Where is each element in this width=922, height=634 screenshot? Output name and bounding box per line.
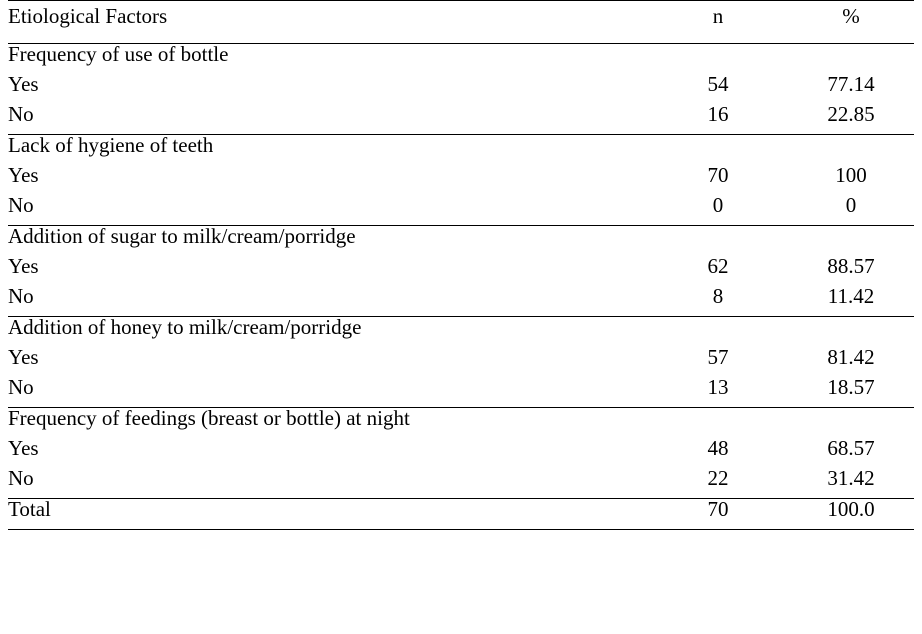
table-row	[8, 195, 914, 226]
table-row	[8, 468, 914, 499]
row-n: 54	[707, 72, 729, 96]
row-label: Yes	[8, 254, 39, 278]
table-total-row	[8, 499, 914, 530]
table-group-heading-row	[8, 317, 914, 348]
row-percent: 68.57	[827, 436, 875, 460]
row-label: No	[8, 468, 648, 499]
etiological-factors-table	[8, 0, 914, 530]
table-header-row	[8, 1, 914, 44]
group-n	[648, 135, 788, 166]
table-row	[8, 256, 914, 286]
row-n: 0	[712, 193, 724, 217]
table-row	[8, 377, 914, 408]
row-percent: 100	[835, 163, 867, 187]
group-label: Addition of honey to milk/cream/porridge	[8, 317, 648, 348]
row-label: Yes	[8, 436, 39, 460]
row-percent: 88.57	[827, 254, 875, 278]
group-percent	[788, 135, 914, 166]
row-n: 57	[707, 345, 729, 369]
row-n: 13	[707, 375, 729, 399]
row-percent: 22.85	[827, 102, 875, 126]
table-row	[8, 104, 914, 135]
header-n: n	[648, 1, 788, 44]
row-percent: 31.42	[788, 468, 914, 499]
row-percent: 11.42	[827, 284, 875, 308]
row-percent: 18.57	[827, 375, 875, 399]
table-row	[8, 347, 914, 377]
row-label: Yes	[8, 72, 39, 96]
header-percent: %	[788, 1, 914, 44]
row-n: 48	[707, 436, 729, 460]
row-label: Yes	[8, 345, 39, 369]
group-label: Frequency of feedings (breast or bottle) at night	[8, 408, 648, 439]
group-label: Lack of hygiene of teeth	[8, 135, 648, 166]
row-n: 8	[712, 284, 724, 308]
table-row	[8, 165, 914, 195]
row-percent: 0	[845, 193, 857, 217]
table-group-heading-row	[8, 135, 914, 166]
row-n: 62	[707, 254, 729, 278]
group-percent	[788, 44, 914, 75]
row-n: 16	[707, 102, 729, 126]
header-factor: Etiological Factors	[8, 1, 648, 44]
row-percent: 81.42	[827, 345, 875, 369]
row-label: No	[8, 375, 34, 399]
group-label: Frequency of use of bottle	[8, 42, 229, 66]
group-percent	[788, 226, 914, 257]
table-row	[8, 74, 914, 104]
total-percent: 100.0	[788, 499, 914, 530]
row-label: Yes	[8, 163, 39, 187]
group-n	[648, 44, 788, 75]
row-label: No	[8, 193, 34, 217]
row-percent: 77.14	[827, 72, 875, 96]
total-label: Total	[8, 499, 648, 530]
row-n: 70	[707, 163, 729, 187]
group-percent	[788, 317, 914, 348]
table-group-heading-row	[8, 44, 914, 75]
group-percent	[788, 408, 914, 439]
table-row	[8, 438, 914, 468]
row-n: 22	[648, 468, 788, 499]
group-n	[648, 226, 788, 257]
table-group-heading-row	[8, 226, 914, 257]
group-label: Addition of sugar to milk/cream/porridge	[8, 226, 648, 257]
row-label: No	[8, 284, 34, 308]
total-n: 70	[648, 499, 788, 530]
table-group-heading-row	[8, 408, 914, 439]
group-n	[648, 317, 788, 348]
table-row	[8, 286, 914, 317]
group-n	[648, 408, 788, 439]
row-label: No	[8, 102, 34, 126]
